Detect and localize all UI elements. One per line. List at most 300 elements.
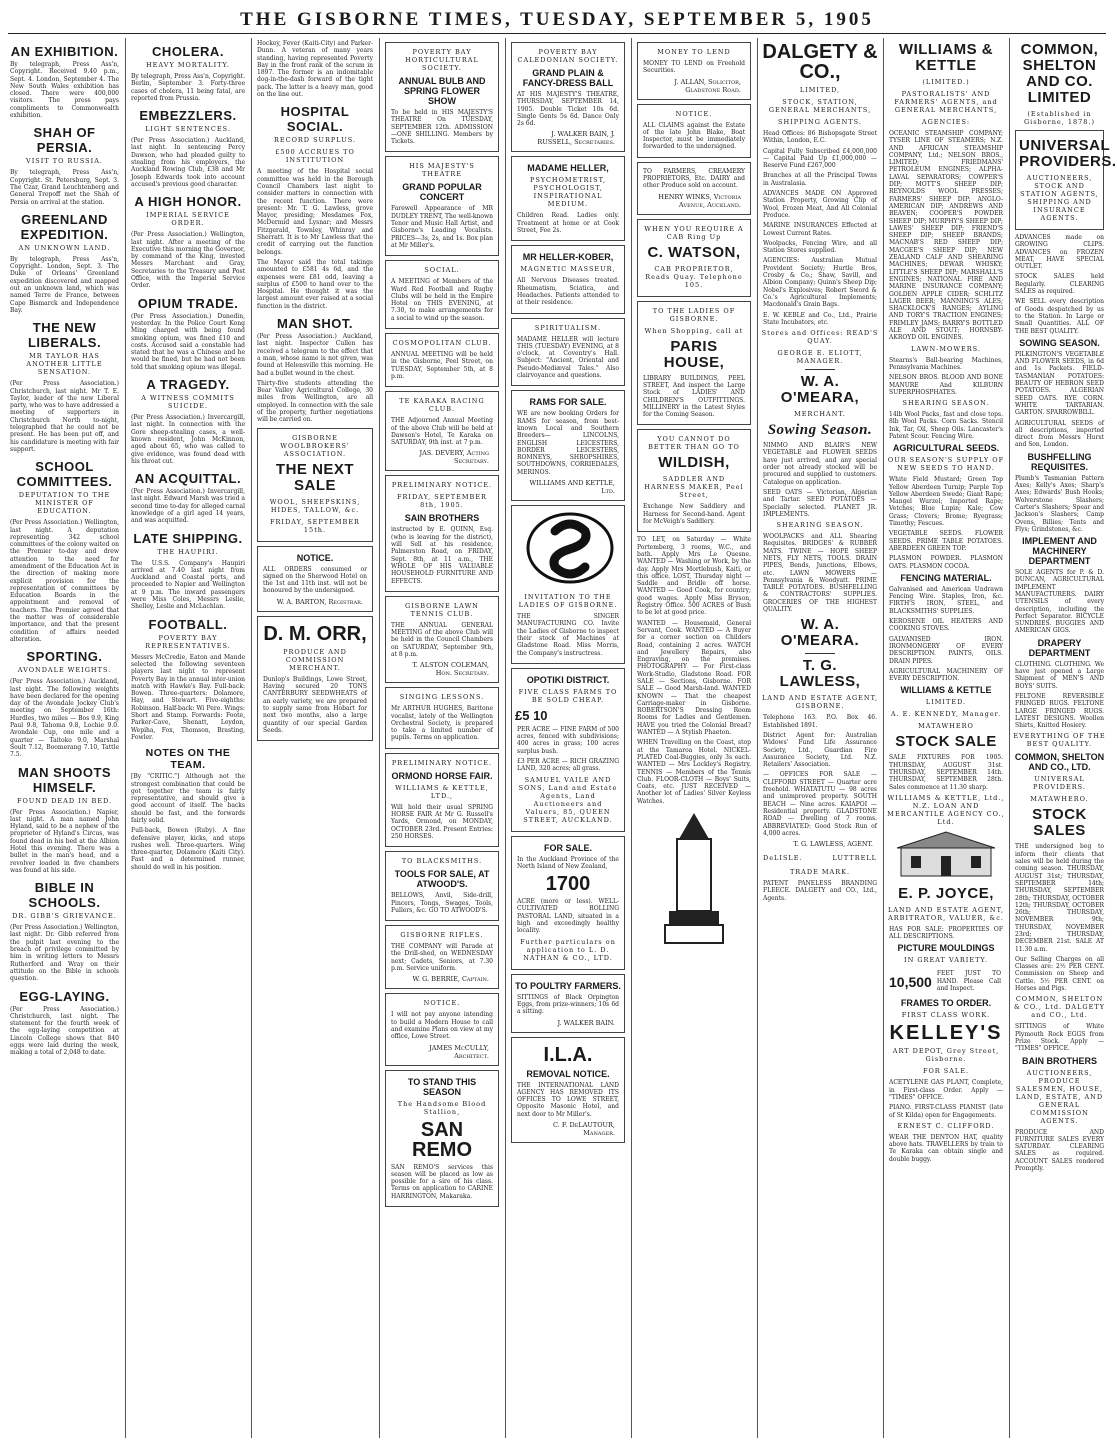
ad-heading: PICTURE MOULDINGS [897, 943, 995, 954]
ad-text: FEET JUST TO HAND. Please Call and Inspect. [936, 970, 1001, 993]
ad-subtitle: IN GREAT VARIETY. [904, 956, 988, 965]
ad-text: SITTINGS of White Plymouth Rock EGGS from Prize Stock. Apply — "TIMES" OFFICE. [1015, 1023, 1104, 1053]
ad-signature: COMMON, SHELTON & CO., Ltd. DALGETY and CO., Ltd. [1014, 995, 1105, 1020]
ad-text: To be held in HIS MAJESTY'S THEATRE On TUESDAY, SEPTEMBER 12th. ADMISSION—ONE SHILLING. Members by Tickets. [391, 109, 493, 146]
ad-text: Farewell Appearance of MR DUDLEY TRENT, The well-known Tenor and Music Hall Artist, and Gisborne's Leading Vocalists. PRICES—3s, 2s, and 1s. Box plan at Mr Miller's. [391, 205, 493, 249]
ad-heading: SHEARING SEASON. [776, 521, 864, 530]
architect-notice-ad [385, 993, 499, 1065]
ad-signature: JAS. DEVERY, Acting Secretary. [419, 449, 489, 466]
ad-text: STOCK SALES held Regularly. CLEARING SALES as required. [1015, 273, 1104, 296]
ad-amount: 1700 [545, 873, 591, 896]
ad-title: WILDISH, [658, 454, 730, 472]
ad-text: Galvanised and American Undrawn Fencing Wire. Staples, Iron, &c. FIRTH'S IRON, STEEL, and BLACKSMITHS' SUPPLIES. [889, 585, 1003, 615]
ad-signature: T. ALSTON COLEMAN, Hon. Secretary. [412, 661, 489, 678]
ad-heading: POVERTY BAY CALEDONIAN SOCIETY. [517, 48, 619, 64]
ad-text: PIANO. FIRST-CLASS PIANIST (late of St Kilda) open for Engagements. [889, 1104, 1003, 1119]
column-divider [251, 38, 252, 1438]
article-text: By telegraph, Press Ass'n, Copyright. St. Petersburg, Sept. 3. The Czar, Grand Leuchtenberg and General Trepoff met the Shah of Persia on arrival at the station. [10, 169, 119, 206]
ad-heading: GISBORNE LAWN TENNIS CLUB. [405, 601, 479, 618]
ad-subtitle: The Handsome Blood Stallion, [397, 1099, 487, 1116]
ad-price: £5 10 [515, 707, 548, 723]
column-divider [883, 38, 884, 1438]
ad-text: instructed by E. QUINN, Esq. (who is leaving for the district), will Sell at his residence, Palmerston Road, on FRIDAY, Sept. 8th, at 11 a.m., THE WHOLE OF HIS VALUABLE HOUSEHOLD FURNITURE AND EFFECTS. [391, 526, 493, 585]
ad-signature: HENRY WINKS, Victoria Avenue, Auckland. [658, 192, 741, 209]
subheadline: DEPUTATION TO THE MINISTER OF EDUCATION. [18, 491, 111, 516]
ad-text: MARINE INSURANCES Effected at Lowest Current Rates. [763, 222, 877, 237]
ad-text: Plumb's Tasmanian Pattern Axes; Kelly's Axes; Sharp's Axes; Edwards' Bush Hooks; Wolverstone Slashers; Carter's Slashers; Spear and Jackson's Slashers; Camp Ovens, Billies; Tents and Flys; Grindstones, &c. [1015, 474, 1104, 533]
ad-text: AGENCIES: Australian Mutual Provident Society; Hurtle Bros, Crosby & Co.; Shaw, Savill, and Albion Company; Quinn's Sheep Dip; Nobel's Explosives; Robert Sword & Co.'s Agricultural Implements; Macdonald's Grain Bags. [763, 257, 877, 309]
ad-heading: MONEY TO LEND [657, 48, 731, 56]
trademark-ad [763, 852, 877, 866]
social-ad [385, 260, 499, 329]
newspaper-title: THE GISBORNE TIMES, TUESDAY, SEPTEMBER 5, 1905 [240, 9, 874, 30]
ad-text: NIMMO AND BLAIR'S NEW VEGETABLE and FLOWER SEEDS have just arrived, and any special order not already stocked will be procured and supplied to customers. Catalogue on application. [763, 442, 877, 486]
article-text: (Per Press Association.) Christchurch, last night. The statement for the fourth week of the egg-laying competition at Lincoln College shows that 840 eggs were laid during the week, making a total of 2,048 to date. [10, 1005, 119, 1057]
stallion-ad [385, 1070, 499, 1207]
article-text: The Mayor said the total takings amounted to £581 4s 6d, and the expenses were £81 odd, leaving a surplus of £500 to hand over to the Hospital. He thought it was the largest amount ever raised at a social function in the district. [257, 258, 373, 310]
headline: NOTES ON THE TEAM. [145, 747, 231, 772]
ad-heading: REMOVAL NOTICE. [526, 1068, 610, 1079]
ad-title: W. A. O'MEARA, [780, 373, 860, 407]
ad-heading: INVITATION TO THE LADIES OF GISBORNE. [518, 593, 618, 610]
ad-subtitle: PSYCHOMETRIST, PSYCHOLOGIST, INSPIRATIONAL MEDIUM. [529, 176, 607, 209]
ad-signature: JAMES McCULLY, Architect. [429, 1043, 489, 1060]
column-4 [383, 38, 501, 1438]
ad-text: Woolpacks, Fencing Wire, and all Station Stores supplied. [763, 239, 877, 255]
article-text: (Per Press Association.) Dunedin, yesterday. In the Police Court Kong Ming charged with being found smoking opium, was fined £10 and costs. Accused said a constable had stated that he was a Chinese and he would be fined, but he had not been told that smoking opium was illegal. [131, 312, 245, 371]
ad-heading: FOR SALE. [922, 1067, 970, 1076]
ad-text: PILKINGTON'S VEGETABLE AND FLOWER SEEDS, in 6d and 1s Packets. FIELD-TASMANIAN POTATOES: BEAUTY OF HEBRON SEED POTATOES. ALGERIAN SEED OATS. RYE CORN. WHITE TARTARIAN. GARTON. SPARROWBILL. [1015, 350, 1104, 417]
column-divider [1009, 38, 1010, 1438]
ad-text: THE COMPANY will Parade at the Drill-shed, on WEDNESDAY next; Cadets, Seniors, at 7.30 p.m. Service uniform. [391, 943, 493, 973]
ad-title: E. P. JOYCE, [898, 884, 994, 902]
ad-text: I will not pay anyone intending to build a Modern House to call and examine Plans on view at my office, Lowe Street. [391, 1011, 493, 1041]
ad-signature: SAMUEL VAILE AND SONS, Land and Estate Agents, Land Auctioneers and Valuers, 85, QUEEN STREET, AUCKLAND. [518, 775, 618, 824]
ad-title: I.L.A. [543, 1043, 593, 1066]
ad-date: FRIDAY, SEPTEMBER 15th. [270, 517, 360, 534]
ad-heading: SINGING LESSONS. [399, 693, 485, 702]
monument-icon [659, 809, 729, 949]
ad-text: E. W. KEBLE and Co., Ltd., Prairie State Incubators, etc. [763, 311, 877, 326]
subheadline: HEAVY MORTALITY. [145, 61, 230, 69]
ad-text: £3 PER ACRE — RICH GRAZING LAND, 320 acres; all grass. [517, 757, 619, 773]
ad-text: ACETYLENE GAS PLANT, Complete, in First-class Order. Apply — "TIMES" OFFICE. [889, 1079, 1003, 1101]
ad-title: ORMOND HORSE FAIR. [391, 770, 493, 781]
ad-text: MADAME HELLER will lecture THIS (TUESDAY) EVENING, at 8 o'clock, at Coventry's Hall. Subject: "Ancient, Oriental and Pseudo-Mediæval Tales." Also clairvoyance and questions. [517, 335, 619, 380]
newspaper-page [8, 38, 1117, 1443]
ad-signature: J. ALLAN, Solicitor, Gladstone Road. [674, 77, 741, 94]
building-illustration [887, 830, 1005, 882]
ad-heading: OPOTIKI DISTRICT. [526, 674, 610, 685]
ad-text: WE are now booking Orders for RAMS for season, from best-known Local and Southern Breeders— LINCOLNS, ENGLISH LEICESTERS, BORDER LEICESTERS, ROMNEYS, SHROPSHIRES, SOUTHDOWNS, CORRIEDALES, MERINOS. [517, 410, 619, 476]
universal-providers-box [1015, 130, 1117, 230]
ad-heading: PRELIMINARY NOTICE. [391, 758, 493, 767]
ad-subtitle: FIVE CLASS FARMS TO BE SOLD CHEAP. [518, 687, 618, 704]
column-divider [125, 38, 126, 1438]
ad-text: SOLE AGENTS for P. & D. DUNCAN, AGRICULTURAL IMPLEMENT MANUFACTURERS. DAIRY UTENSILS of every description, including the Perfect Separator. BICYCLE SUNDRIES. BUGGIES AND AMERICAN GIGS. [1015, 569, 1104, 635]
column-divider [757, 38, 758, 1438]
ad-title: C. WATSON, [647, 243, 741, 261]
ad-title: SAN REMO [412, 1118, 472, 1161]
ad-heading: DRAPERY DEPARTMENT [1028, 637, 1091, 658]
ad-text: SAN REMO'S services this season will be placed as low as possible for a sire of his class. Terms on application to CARINE HARRINGTON, Makaraka. [391, 1163, 493, 1200]
ad-text: ACRE (more or less). WELL-CULTIVATED ROLLING PASTORAL LAND, situated in a high and exceedingly healthy locality. [517, 898, 619, 935]
ad-heading: WHEN YOU REQUIRE A CAB Ring Up [644, 224, 744, 241]
column-9 [1013, 38, 1117, 1438]
ad-heading: HIS MAJESTY'S THEATRE [409, 162, 475, 179]
ad-heading: GISBORNE WOOLBROKERS' ASSOCIATION. [280, 433, 350, 458]
ad-title: MADAME HELLER, [527, 163, 609, 174]
ad-text: KEROSENE OIL HEATERS AND COOKING STOVES. [889, 618, 1003, 633]
subheadline: MR TAYLOR HAS ANOTHER LITTLE SENSATION. [26, 352, 103, 377]
ad-heading: MATAWHERO [918, 722, 974, 731]
ad-signature: W. A. BARTON, Registrar. [276, 597, 363, 606]
ad-subtitle: LAND AND ESTATE AGENT, GISBORNE. [761, 694, 879, 711]
column-divider [505, 38, 506, 1438]
ad-title: ANNUAL BULB AND SPRING FLOWER SHOW [398, 76, 486, 106]
ila-ad [511, 1037, 625, 1143]
ad-subtitle: WOOL, SHEEPSKINS, HIDES, TALLOW, &c. [269, 497, 361, 514]
ad-text: SITTINGS of Black Orpington Eggs, from prize-winners; 10s 6d a sitting. [517, 993, 619, 1016]
ad-heading: TE KARAKA RACING CLUB. [399, 397, 485, 414]
ad-heading: SOWING SEASON. [1019, 337, 1100, 348]
headline: LATE SHIPPING. [133, 530, 243, 546]
ad-heading: PRELIMINARY NOTICE. [391, 481, 493, 490]
ad-heading: NOTICE. [423, 999, 461, 1008]
ad-title: TO POULTRY FARMERS. [515, 980, 621, 991]
ad-heading: FENCING MATERIAL. [900, 572, 992, 583]
headline: HOSPITAL SOCIAL. [280, 104, 350, 135]
orr-ad [257, 616, 373, 741]
column-5 [509, 38, 627, 1438]
ad-signature: Further particulars on application to L. D. NATHAN & CO., LTD. [520, 937, 616, 962]
ball-ad [511, 42, 625, 152]
ad-signature: C. F. DeLAUTOUR, Manager. [553, 1121, 615, 1138]
ad-title: COMMON, SHELTON AND CO. LIMITED [1020, 41, 1099, 106]
article-text: Thirty-five students attending the Bear Valley Agricultural College, 30 miles from Wellington, are all employed. In connection with the sale of the property, further negotiations will be carried on. [257, 379, 373, 424]
ad-text: NELSON BROS. BLOOD AND BONE MANURE And KILBURN SUPERPHOSPHATES. [889, 374, 1003, 396]
subheadline: POVERTY BAY REPRESENTATIVES. [145, 633, 231, 650]
ad-title: STOCK SALE [895, 733, 997, 751]
ad-text: PLASMON POWDER. PLASMON OATS. PLASMON COCOA. [889, 555, 1003, 570]
article-text: By telegraph, Press Ass'n, Copyright. London, Sept. 3. The Duke of Orleans' Greenland expedition discovered and mapped out an unknown land, which was named Terre de France, between Cape Bismarck and Independence Bay. [10, 255, 119, 314]
ad-text: Dunlop's Buildings, Lowe Street, Having secured 20 TONS CANTERBURY SEEDWHEATS of an early variety, we are prepared to supply same from Hobart for next two months, also a large quantity of our special Garden Seeds. [263, 675, 367, 734]
article-text: (Per Press Association.) Auckland, last night. In sentencing Percy Dawson, who had pleaded guilty to stealing from his employers, the Auckland Rowing Club, £38 and Mr Joseph Edwards took into account accused's previous good character. [131, 137, 245, 188]
article-text: (Per Press Association.) Auckland, last night. The following weights have been declared for the opening day of the Avondale Jockey Club's meeting on September 16th: Hurdles, two miles — Bos 9.9, King Paul 9.8, Tahoma 9.8, Lochie 9.0. Avondale Cup, one mile and a quarter — Taitoko 9.0, Marshal Soult 7.12, Boomerang 7.10, Tattle 7.5. [10, 678, 119, 759]
ad-subtitle: (Established in Gisborne, 1878.) [1023, 110, 1096, 126]
concert-ad [385, 156, 499, 256]
ad-text: In the Auckland Province of the North Island of New Zealand, [517, 855, 619, 870]
ad-heading: Sowing Season. [767, 422, 873, 439]
ad-title: D. M. ORR, [263, 622, 367, 645]
poultry-ad [511, 974, 625, 1033]
horse-fair-ad [385, 753, 499, 847]
ad-text: ANNUAL MEETING will be held in the Gisborne, Peel Street, on TUESDAY, September 5th, at 8 p.m. [391, 351, 493, 380]
brand-label: LUTTRELL [832, 854, 877, 863]
article-text: (Per Press Association.) Christchurch, last night. Mr T. E. Taylor, leader of the new Liberal party, who was to have addressed a meeting of supporters in Christchurch North to-night, telegraphed that he could not be present. He has been put off, and his candidature is meeting with fair support. [10, 380, 119, 453]
ad-text: AGRICULTURAL MACHINERY OF EVERY DESCRIPTION. [889, 667, 1003, 683]
ad-text: FELTONE REVERSIBLE FRINGED RUGS. FELTONE LARGE FRINGED RUGS. LATEST DESIGNS. Woollen Shirts, Knitted Hosiery. [1015, 692, 1104, 730]
building-icon [891, 830, 1001, 878]
ad-text: Telephone 163. P.O. Box 46. Established 1891. [763, 714, 877, 729]
ad-heading: TO STAND THIS SEASON [407, 1076, 477, 1097]
article-text: The U.S.S. Company's Haupiri arrived at 7.40 last night from Auckland and Coastal ports, and proceeded to Napier and Wellington at 9 p.m. The inward passengers were Miss Coles, Messrs Leslie, Shelley, Leslie and McLachlan. [131, 559, 245, 611]
ad-title: PARIS HOUSE, [663, 337, 725, 371]
article-text: (Per Press Association.) Auckland, last night. Inspector Cullen has received a telegram to the effect that a man, whose name is not given, was found at Helensville this morning. He had a bullet wound in the chest. [257, 333, 373, 377]
headline: THE NEW LIBERALS. [27, 320, 102, 351]
ad-heading: TO THE LADIES OF GISBORNE. [652, 306, 736, 323]
ad-subtitle: AUCTIONEERS, STOCK AND STATION AGENTS, SHIPPING AND INSURANCE AGENTS. [1020, 174, 1099, 222]
ad-text: WE SELL every description of Goods despatched by us to the Station. In Large or Small Quantities. ALL OF THE BEST QUALITY. [1015, 298, 1104, 335]
ad-title: UNIVERSAL PROVIDERS. [1019, 137, 1117, 170]
ad-text: VEGETABLE SEEDS. FLOWER SEEDS. PRIME TABLE POTATOES. ABERDEEN GREEN TOP. [889, 530, 1003, 552]
ad-heading: YOU CANNOT DO BETTER THAN GO TO [648, 435, 740, 452]
ad-title: DALGETY & CO., [762, 41, 878, 83]
ad-title: MR HELLER-KOBER, [522, 252, 614, 263]
ad-title: THE NEXT SALE [275, 460, 355, 494]
subheadline: THE HAUPIRI. [157, 547, 219, 556]
opotiki-ad [511, 668, 625, 832]
ad-subtitle: OUR SEASON'S SUPPLY OF NEW SEEDS TO HAND. [887, 456, 1005, 473]
ad-subtitle: Stores and Offices: READ'S QUAY. [761, 329, 879, 346]
ad-heading: TO BLACKSMITHS. [401, 857, 483, 866]
column-divider [631, 38, 632, 1438]
article-text: Full-back, Bowen (Ruby). A fine defensive player, kicks, and stops rushes well. Three-quarters. Wing three-quarter, Dolamore (Kaiti City). Fast and a determined runner, should do well in his position. [131, 827, 245, 871]
subheadline: £500 ACCRUES TO INSTITUTION [275, 148, 355, 165]
headline: SPORTING. [26, 649, 103, 665]
article-text: [By "CRITIC."] Although not the strongest combination that could be got together the team is fairly representative, and should give a good account of itself. The backs should be fast, and the forwards fairly solid. [131, 773, 245, 824]
racing-club-ad [385, 391, 499, 471]
headline: BIBLE IN SCHOOLS. [28, 880, 101, 911]
subheadline: DR. GIBB'S GRIEVANCE. [12, 912, 117, 921]
headline: A TRAGEDY. [146, 377, 230, 393]
article-text: (Per Press Association.) Invercargill, last night. In connection with the Gore sheep-stealing cases, a well-known resident, John McKinnon, aged about 65, who was called to give evidence, was found dead with his throat cut. [131, 414, 245, 465]
column-7 [761, 38, 879, 1438]
ad-signature: WILLIAMS & KETTLE, Ltd., N.Z. LOAN AND MERCANTILE AGENCY CO., Ltd. [887, 793, 1005, 826]
rams-ad [511, 390, 625, 501]
ad-title: SAIN BROTHERS [404, 513, 480, 524]
woolbrokers-ad [257, 428, 373, 542]
ad-title: RAMS FOR SALE. [529, 397, 607, 408]
ad-text: Will hold their usual SPRING HORSE FAIR At Mr G. Russell's Yards, Ormond, on MONDAY, OCTOBER 23rd. Present Entries: 250 HORSES. [391, 803, 493, 840]
ad-heading: TRADE MARK. [789, 868, 851, 877]
ad-title: FOR SALE. [543, 842, 592, 853]
ad-subtitle: AUCTIONEERS, PRODUCE SALESMEN, HOUSE, LAND, ESTATE, AND GENERAL COMMISSION AGENTS. [1015, 1068, 1104, 1125]
notice-ad [637, 104, 751, 158]
ad-subtitle: SHIPPING AGENTS. [778, 118, 862, 126]
ad-heading: SHEARING SEASON. [902, 399, 990, 408]
headline: SCHOOL COMMITTEES. [16, 459, 113, 490]
ad-heading: AGENCIES: [921, 118, 971, 126]
article-text: By telegraph, Press Ass'n, Copyright. Received 9.40 p.m., Sept. 4. London, September 4. The New South Wales exhibition has closed. There were 400,000 visitors. The press pays compliments to Commonwealth exhibition. [10, 61, 119, 120]
ad-signature: A. E. KENNEDY, Manager. [890, 710, 1002, 719]
article-text: By telegraph, Press Ass'n, Copyright. Berlin, September 3. Forty-three cases of cholera, 11 being fatal, are reported from Prussia. [131, 73, 245, 102]
ad-subtitle: When Shopping, call at [644, 326, 744, 335]
ad-text: Stearns's Ball-bearing Machines, Pennsylvania Machines. [889, 356, 1003, 371]
article-text: Messrs McCredie, Eaton and Mande selected the following seventeen players last night to represent Poverty Bay in the annual inter-union match with Hawke's Bay. Full-back: Bowen. Three-quarters: Dolamore, Hay, and Stewart. Five-eighths: Robinson. Half-back: Wi Pere. Wings: Short and Stamp. Forwards: Foote, Parker-Cave, Shenatt, Leydon, Wepiha, Fox, Thomson, Brasting, Fowler. [131, 653, 245, 741]
subheadline: FOUND DEAD IN BED. [16, 796, 113, 805]
masthead [0, 0, 1114, 34]
column-6 [635, 38, 753, 1438]
ad-text: GALVANISED IRON. IRONMONGERY OF EVERY DESCRIPTION. PAINTS, OILS. DRAIN PIPES. [889, 635, 1003, 665]
rifles-ad [385, 925, 499, 989]
ad-subtitle: MAGNETIC MASSEUR, [520, 265, 616, 274]
ad-text: White Field Mustard; Green Top Yellow Aberdeen Turnip; Purple Top Yellow Aberdeen Swede; Giant Rape; Mangel Wurzel; Imported Rape; Vetches; Blue Lupin; Kale; Cow Grass; Clovers; Brome; Ryegrass; Timothy; Fescues. [889, 476, 1003, 528]
ad-title: GRAND POPULAR CONCERT [402, 182, 482, 203]
ad-heading: NOTICE. [675, 109, 713, 118]
ad-text: PER ACRE — FINE FARM of 500 acres, fenced with subdivisions; 400 acres in grass; 100 acres surplus bush. [517, 725, 619, 755]
ad-heading: AGRICULTURAL SEEDS. [892, 443, 1000, 454]
ad-text: ADVANCES MADE ON Approved Station Property, Growing Clip of Wool, Frozen Meat, And All Colonial Produce. [763, 190, 877, 219]
brand-label: DeLISLE. [763, 854, 803, 863]
ad-text: LIBRARY BUILDINGS, PEEL STREET, And inspect the Large Stock of LADIES' AND CHILDREN'S OUTFITTINGS. MILLINERY in the Latest Styles for the Coming Season. [643, 374, 745, 419]
ad-signature: T. G. LAWLESS, AGENT. [793, 840, 873, 849]
singer-logo-icon [515, 509, 625, 587]
ad-subtitle: MERCHANT. [794, 410, 846, 419]
ad-subtitle: SADDLER AND HARNESS MAKER, Peel Street, [644, 475, 744, 500]
ad-heading: IMPLEMENT AND MACHINERY DEPARTMENT [1022, 536, 1097, 567]
ad-title: T. G. LAWLESS, [779, 657, 861, 691]
headline: A HIGH HONOR. [134, 194, 242, 210]
ad-text: ALL CLAIMS against the Estate of the late John Blake, Boat Inspector, must be immediately forwarded to the undersigned. [643, 121, 745, 151]
ad-text: District Agent for: Australian Widows' Fund Life Assurance Society, Ltd., Guardian Fire Assurance Society, Ltd. N.Z. Retailers' Association. [763, 731, 877, 769]
ad-heading: MATAWHERO. [1030, 795, 1089, 804]
ad-text: ALL ORDERS consumed or signed on the Sherwood Hotel on the 1st and 11th inst. will not be honoured by the undersigned. [263, 565, 367, 595]
subheadline: RECORD SURPLUS. [273, 136, 357, 145]
subheadline: A WITNESS COMMITS SUICIDE. [141, 394, 235, 411]
ad-text: SEED OATS — Victorian, Algerian and Tartar. SEED POTATOES — Specially selected. PLANET JR. IMPLEMENTS. [763, 488, 877, 518]
ad-heading: GISBORNE RIFLES. [400, 931, 484, 940]
ad-subtitle: (LIMITED.) [922, 78, 970, 86]
ad-text: WOOLPACKS and ALL Shearing Requisites. BRIDGES' & RUBBER MATS. TWINE — HOPE SHEEP NETS, FLY NETS, TOOLS. DRAIN PIPES, Bends, Junctions, Elbows, etc. LAWN MOWERS — Pennsylvania & Woodyatt. PRIME TABLE POTATOES. BUSHFELLING & CONTRACTORS' SUPPLIES. GROCERIES OF THE HIGHEST QUALITY. [763, 533, 877, 614]
ad-signature: J. WALKER BAIN, J. RUSSELL, Secretaries. [537, 130, 615, 147]
headline: SHAH OF PERSIA. [33, 125, 96, 156]
ad-date: FRIDAY, SEPTEMBER 8th, 1905. [397, 493, 487, 510]
ad-text: Mr ARTHUR HUGHES, Baritone vocalist, lately of the Wellington Orchestral Society, is prepared to take a limited number of pupils. Terms on application. [391, 705, 493, 742]
ad-title: TOOLS FOR SALE, AT ATWOOD'S. [394, 869, 490, 890]
masthead-rule [8, 33, 1106, 34]
sale-notice-ad [385, 475, 499, 591]
ad-subtitle: EVERYTHING OF THE BEST QUALITY. [1013, 732, 1106, 749]
ad-title: COMMON, SHELTON AND CO., LTD. [1014, 752, 1105, 773]
headline: EGG-LAYING. [19, 988, 110, 1004]
article-text: (Per Press Association.) Napier, last night. A man named John Hyland, said to be a nephew of the proprietor of Hyland's Circus, was found dead in his bed at the Albion Hotel this evening. There was a bullet in the man's head, and a revolver loaded in five chambers was found at his side. [10, 808, 119, 874]
ad-text: THE undersigned beg to inform their clients that sales will be held during the coming season. THURSDAY, AUGUST 31st; THURSDAY, SEPTEMBER 14th; THURSDAY, SEPTEMBER 28th; THURSDAY, OCTOBER 12th; THURSDAY, OCTOBER 26th; THURSDAY, NOVEMBER 9th; THURSDAY, NOVEMBER 23rd; THURSDAY, DECEMBER 21st. SALE AT 11.30 a.m. [1015, 843, 1104, 953]
ad-subtitle: LAND AND ESTATE AGENT, ARBITRATOR, VALUER, &c. [887, 905, 1005, 922]
wildish-ad [637, 429, 751, 532]
ad-text: 14lb Wool Packs, fast and close tops. 8lb Wool Packs. Corn Sacks. Stencil Ink, Tar, Oil, Sheep Oils. Lancaster's Patent Scour. Fencing Wire. [889, 411, 1003, 440]
flower-show-ad [385, 42, 499, 152]
ad-text: OCEANIC STEAMSHIP COMPANY; TYSER LINE OF STEAMERS; N.Z. AND AFRICAN STEAMSHIP COMPANY, Ltd.; NELSON BROS., LIMITED; FRIEDMANS' PETROLEUM ENGINES; ALPHA-LAVAL SEPARATORS; COWPER'S DIP; MOTT'S SHEEP DIP; REYNOLDS WOOL PRESSES; FARMERS' SHEEP DIP; ANGLO-AMERICAN DIP; ANDREWS AND BEAVEN; COOPER'S POWDER SHEEP DIP; MURPHY'S SHEEP DIP; LAWES' SHEEP DIP; FRIEND'S SHEEP DIP; SHEEP BRANDS; MACNAB'S RED SHEEP DIP; MACGEE'S SHEEP DIP; NEW ZEALAND CALF AND SHEARING MACHINES; DEWAR WHISKY; LITTLE'S SHEEP DIP; MARSHALL'S ENGINES; NATIONAL FIRE AND MARINE INSURANCE COMPANY; GOLDEN APPLE CIDER; SCHLITZ LAGER BEER; MANNING'S ALES; SHACKLOCK'S RANGES; AYLING AND TORY'S TRACTION ENGINES; FRIMLEY JAMS; BARRY'S BOTTLED ALE AND STOUT; HORNSBY-AKROYD OIL ENGINES. [889, 130, 1003, 342]
subheadline: AVONDALE WEIGHTS. [17, 666, 112, 675]
ad-subtitle: PRODUCE AND COMMISSION MERCHANT. [283, 647, 347, 672]
ad-text: BELLOWS, Anvil, Side-drill, Pincers, Tongs, Swages, Tools, Fullers, &c. GO TO ATWOOD'S. [391, 892, 493, 914]
column-divider [379, 38, 380, 1438]
ad-signature: J. WALKER BAIN. [557, 1018, 615, 1027]
mcnab-mason-ad [635, 809, 753, 953]
ad-subtitle: LIMITED, [799, 86, 841, 94]
ad-text: Children Read. Ladies only. Treatment at home or at Cook Street, Fee 2s. [517, 212, 619, 235]
ad-text: Capital Fully Subscribed £4,000,000 — Capital Paid Up £1,000,000 — Reserve Fund £267,000 [763, 147, 877, 170]
ad-subtitle: ART DEPOT, Grey Street, Gisborne. [892, 1047, 1000, 1064]
ad-title: WILLIAMS & KETTLE [898, 41, 994, 74]
ad-text: Our Selling Charges on all Classes are: 2½ PER CENT. Commission on Sheep and Cattle. 5½ PER CENT. on Horses and Pigs. [1015, 955, 1104, 993]
ad-title: KELLEY'S [889, 1022, 1003, 1045]
ad-subtitle: WILLIAMS & KETTLE, LTD., [395, 783, 489, 800]
singer-ad [511, 505, 625, 664]
tennis-club-ad [385, 596, 499, 683]
madame-heller-ad [511, 156, 625, 241]
ad-heading: NOTICE. [296, 552, 334, 563]
ad-text: — OFFICES FOR SALE — CLIFFORD STREET — Quarter acre freehold. WHATATUTU — 98 acres and unimproved property. SOUTH BEACH — Nine acres. KAIAPOI — Residential property. GLADSTONE ROAD — Dwelling of 7 rooms. ABBREVIATED: Good Stock Run of 4,000 acres. [763, 771, 877, 837]
column-8 [887, 38, 1005, 1438]
ad-subtitle: STOCK, STATION, GENERAL MERCHANTS, [768, 98, 872, 114]
classified-ads: WANTED — Housemaid, General Servant, Cook. WANTED — A Buyer for a corner section on Childers Road, containing 2 acres. WATCH and Jewellery Repairs, also Engraving, on the premises. PHOTOGRAPHY — For First-class Work-Studio, Gladstone Road. FOR SALE — Sections, Gisborne. FOR SALE — Good Marsh-land. WANTED KNOWN — That the cheapest Carriage-maker in Gisborne. ROBERTSON'S Dressing Room Rooms for Ladies and Gentlemen. HAVE you tried the Colonial Bread? WANTED — A Stylish Phaeton. [637, 619, 751, 737]
ad-text: AGRICULTURAL SEEDS of all descriptions, imported direct from Messrs Hurst and Son, London. [1015, 419, 1104, 449]
ad-text: PATENT PANELESS BRANDING FLEECE. DALGETY and CO., Ltd., Agents. [763, 880, 877, 902]
subheadline: AN UNKNOWN LAND. [18, 243, 111, 252]
blacksmiths-ad [385, 851, 499, 921]
subheadline: IMPERIAL SERVICE ORDER. [146, 211, 230, 228]
subheadline: VISIT TO RUSSIA. [26, 157, 103, 166]
money-to-lend-ad [637, 42, 751, 100]
headline: CHOLERA. [152, 44, 224, 59]
article-text: A meeting of the Hospital social committee was held in the Borough Council Chambers last night to consider matters in connection with the recent function. There were present: Mr. T. G. Lawless, grove Mayor, presiding; Mesdames Fox, McDermid and Lysnar; and Messrs Fitzgerald, Townley, Whinray and Sherratt. It is to Mr Lawless that the credit of carrying out the function belongs. [257, 168, 373, 256]
for-sale-ad [511, 836, 625, 970]
ad-text: THE INTERNATIONAL LAND AGENCY HAS REMOVED ITS OFFICES TO LOWE STREET, Opposite Masonic Hotel, and next door to Mr Miller's. [517, 1081, 619, 1118]
ad-text: Branches at all the Principal Towns in Australasia. [763, 172, 877, 187]
article-text: (Per Press Association.) Invercargill, last night. Edward Marsh was tried a second time to-day for alleged carnal knowledge of a girl aged 14 years, and was acquitted. [131, 488, 245, 525]
ad-title: W. A. O'MEARA. [780, 616, 860, 650]
ad-title: WILLIAMS & KETTLE [900, 685, 992, 696]
classified-ads: WHEN Travelling on the Coast, stop at the Tamaroa Hotel. NICKEL-PLATED Coal-Buggies, only 3s each. WANTED — Mrs Lockley's Registry. TENNIS — Members of the Tennis Club. FLOOR-CLOTH — Boys' Suits, Coats, etc. JUST RECEIVED — Another lot of Ladies' Silver Keyless Watches. [637, 739, 751, 805]
ad-heading: SOCIAL. [424, 266, 460, 275]
ad-heading: FRAMES TO ORDER. [900, 998, 992, 1009]
ad-text: SALE FIXTURES FOR 1905. THURSDAY, AUGUST 31st. THURSDAY, SEPTEMBER 14th. THURSDAY, SEPTEMBER 28th. Sales commence at 11.30 sharp. [889, 754, 1003, 791]
ad-heading: LAWN-MOWERS. [911, 344, 981, 353]
headline: EMBEZZLERS. [139, 108, 237, 124]
ad-text: MONEY TO LEND on Freehold Securities. [643, 60, 745, 75]
ad-text: WEAR THE DENTON HAT, quality above hats. TRAVELLERS by train to Te Karaka can obtain single and double buggy. [889, 1133, 1003, 1163]
notice-ad [257, 546, 373, 612]
heller-kober-ad [511, 245, 625, 313]
ad-signature: WILLIAMS AND KETTLE, Ltd. [529, 479, 615, 496]
singing-lessons-ad [385, 687, 499, 748]
ad-text: Exchange New Saddlery and Harness for Second-hand. Agent for McVeigh's Saddlery. [643, 503, 745, 526]
ad-text: ADVANCES made on GROWING CLIPS. ADVANCES on FROZEN MEAT, HAVE SPECIAL OUTLET. [1015, 234, 1104, 271]
headline: AN ACQUITTAL. [134, 471, 242, 487]
ad-text: Head Offices: 86 Bishopsgate Street Within, London, E.C. [763, 130, 877, 145]
ad-text: THE SINGER MANUFACTURING CO. Invite the Ladies of Gisborne to inspect their stock of Machines at Gladstone Road. Miss Morris, the Company's instructress. [517, 613, 619, 657]
ad-amount: 10,500 [889, 973, 932, 990]
ad-text: All Nervous Diseases treated. Rheumatism, Sciatica, and Headaches. Patients attended to at their residence. [517, 277, 619, 307]
ad-text: CLOTHING. CLOTHING. We have just opened a Large Shipment of MEN'S AND BOYS' SUITS. [1015, 660, 1104, 690]
article-text: Hockey, Fever (Kaiti-City) and Parker-Dunn. A veteran of many years standing, having represented Poverty Bay in the front rank of the scrum in 1897. The former is an indomitable dog-in-the-dash forward of the tight pack. The latter is a heavy man, good on the line out. [257, 40, 373, 99]
cosmopolitan-club-ad [385, 333, 499, 387]
headline: MAN SHOOTS HIMSELF. [17, 764, 112, 795]
ad-subtitle: LIMITED. [925, 698, 967, 707]
ad-subtitle: CAB PROPRIETOR, Reads Quay. Telephone 105. [645, 264, 743, 289]
classified-ads: TO LET, on Saturday — White Portemberg, 3 rooms, W.C., and bath. Apply Mrs Le Quesne. WANTED — Washing or Work, by the day. Apply Mrs Mortlebush, Kaiti, or this office. LOST, Thursday night — Saddle and Bridle off horse. WANTED — Good Cook, for country; good wages. Apply Miss Bryson, Registry Office. 500 ACRES of Bush to be let at good price. [637, 536, 751, 617]
ad-text: THE Adjourned Annual Meeting of the above Club will be held at Dawson's Hotel, Te Karaka on SATURDAY, 9th inst. at 7 p.m. [391, 417, 493, 447]
ad-title: ERNEST C. CLIFFORD. [897, 1121, 995, 1130]
ad-title: BAIN BROTHERS [1021, 1055, 1097, 1066]
article-text: (Per Press Association.) Wellington, last night. Dr. Gibb referred from the pulpit last evening to the breach of privilege committed by him in writing letters to Messrs Rutherford and Wray on their attitude on the Bible in schools question. [10, 924, 119, 983]
article-text: (Per Press Association.) Wellington, last night. A deputation representing 342 school committees of the colony waited on the Premier to-day and drew attention to the need for amendment of the Education Act in the direction of making more explicit provision for the representation of committees by Education Boards in the appointment and removal of teachers. The Premier agreed that the matter was of considerable importance, and that the present condition of affairs needed alteration. [10, 519, 119, 643]
ad-subtitle: UNIVERSAL PROVIDERS. [1033, 775, 1086, 792]
ad-text: A MEETING of Members of the Ward Red Football and Rugby Clubs will be held in the Empire Hotel on THIS EVENING, at 7.30, to make arrangements for a social to wind up the season. [391, 278, 493, 322]
article-text: (Per Press Association.) Wellington, last night. After a meeting of the Executive this morning the Governor, by command of the King, invested Messrs Marchant and Gray, Secretaries to the Treasury and Post Office, with the Imperial Service Order. [131, 231, 246, 290]
